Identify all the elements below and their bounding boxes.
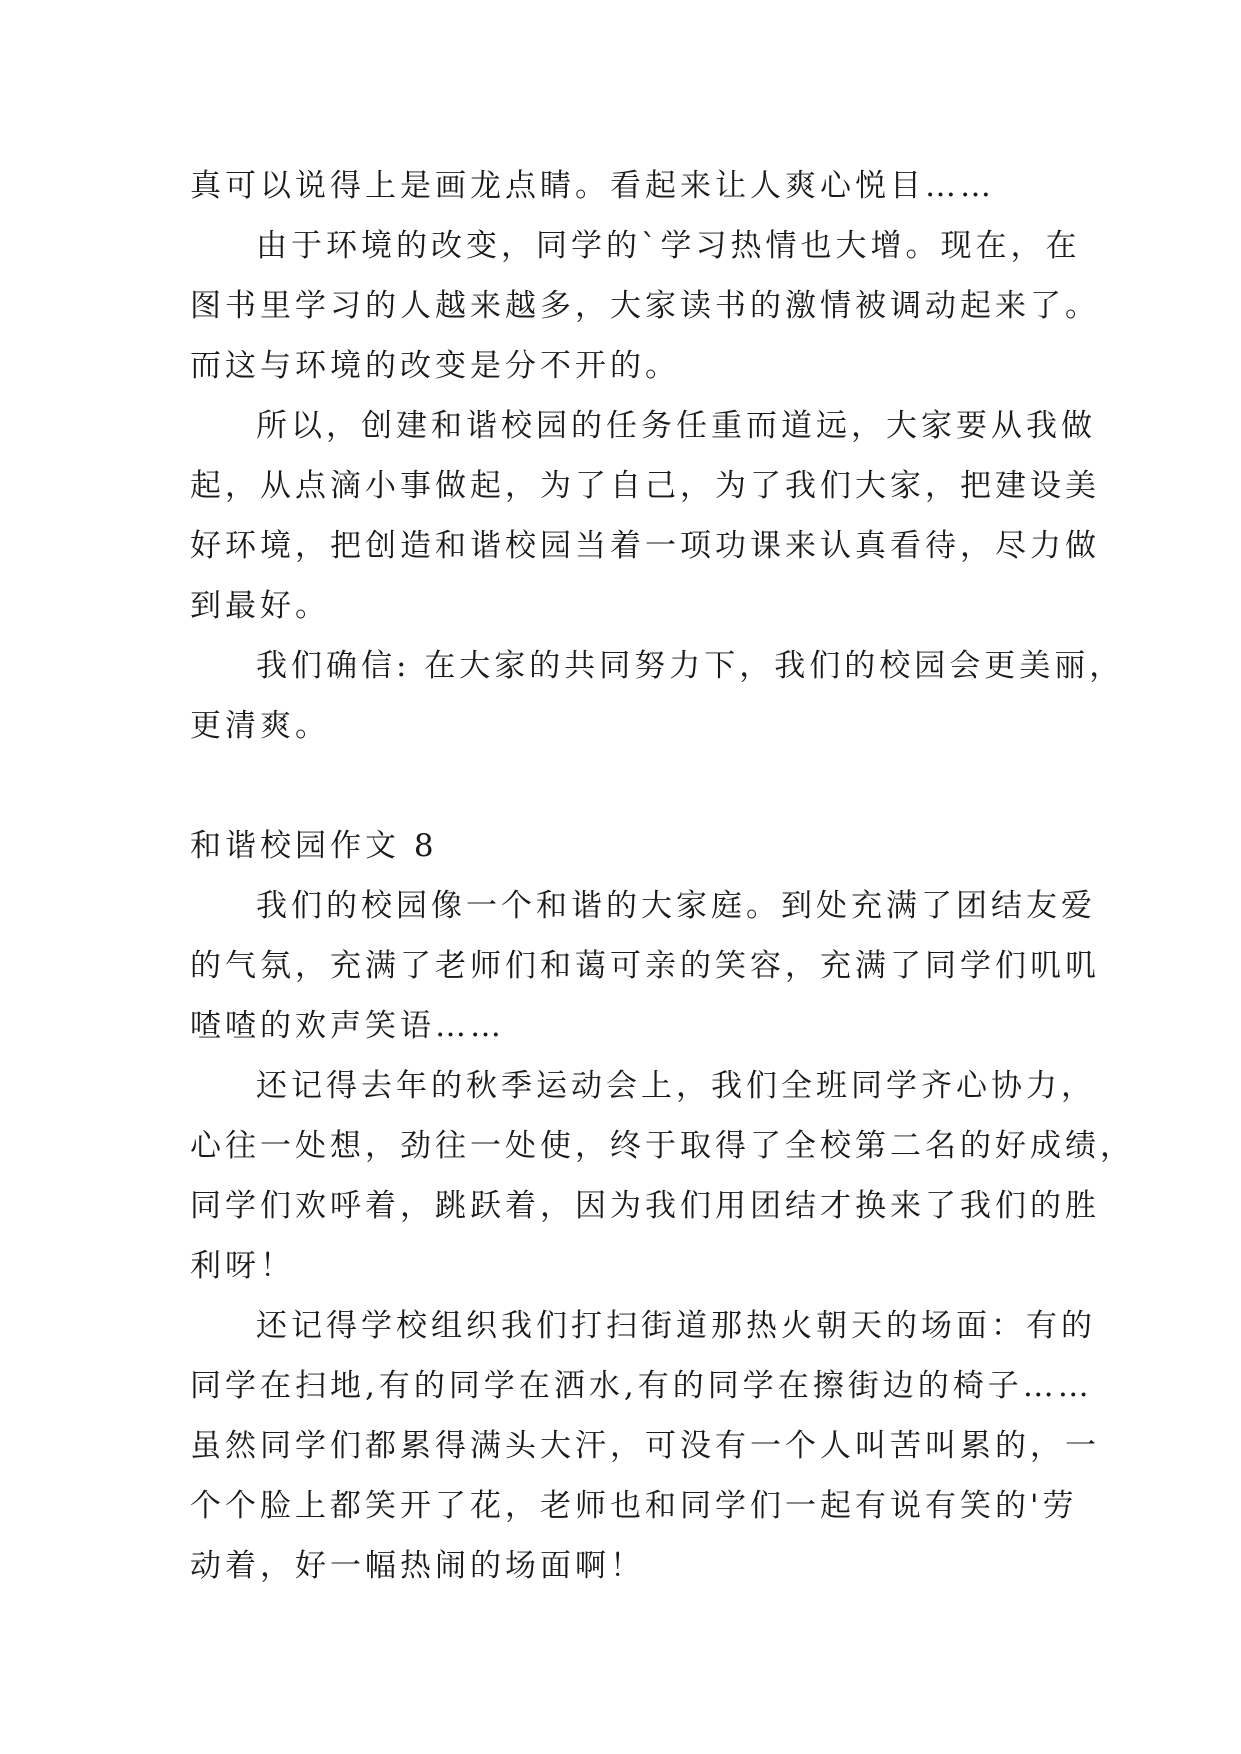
paragraph-first-line: 我们的校园像一个和谐的大家庭。到处充满了团结友爱 bbox=[256, 888, 1096, 924]
paragraph-first-line: 由于环境的改变，同学的`学习热情也大增。现在，在 bbox=[256, 228, 1081, 264]
section-heading: 和谐校园作文 8 bbox=[190, 828, 438, 864]
text-line: 心往一处想，劲往一处使，终于取得了全校第二名的好成绩， bbox=[190, 1128, 1135, 1164]
paragraph-first-line: 所以，创建和谐校园的任务任重而道远，大家要从我做 bbox=[256, 408, 1096, 444]
text-line: 起，从点滴小事做起，为了自己，为了我们大家，把建设美 bbox=[190, 468, 1100, 504]
text-line: 好环境，把创造和谐校园当着一项功课来认真看待，尽力做 bbox=[190, 528, 1100, 564]
text-line: 的气氛，充满了老师们和蔼可亲的笑容，充满了同学们叽叽 bbox=[190, 948, 1100, 984]
text-line: 喳喳的欢声笑语…… bbox=[190, 1008, 505, 1044]
text-line: 同学在扫地,有的同学在洒水,有的同学在擦街边的椅子…… bbox=[190, 1368, 1093, 1404]
document-body bbox=[190, 156, 1135, 1596]
text-line: 动着，好一幅热闹的场面啊！ bbox=[190, 1548, 645, 1584]
paragraph-first-line: 还记得去年的秋季运动会上，我们全班同学齐心协力， bbox=[256, 1068, 1096, 1104]
text-line: 虽然同学们都累得满头大汗，可没有一个人叫苦叫累的，一 bbox=[190, 1428, 1100, 1464]
text-line: 同学们欢呼着，跳跃着，因为我们用团结才换来了我们的胜 bbox=[190, 1188, 1100, 1224]
section-gap bbox=[190, 756, 1070, 816]
text-line: 更清爽。 bbox=[190, 708, 330, 744]
text-line: 真可以说得上是画龙点睛。看起来让人爽心悦目…… bbox=[190, 168, 995, 204]
text-line: 个个脸上都笑开了花，老师也和同学们一起有说有笑的'劳 bbox=[190, 1488, 1078, 1524]
text-line: 图书里学习的人越来越多，大家读书的激情被调动起来了。 bbox=[190, 288, 1100, 324]
text-line: 到最好。 bbox=[190, 588, 330, 624]
paragraph-first-line: 还记得学校组织我们打扫街道那热火朝天的场面：有的 bbox=[256, 1308, 1096, 1344]
text-line: 而这与环境的改变是分不开的。 bbox=[190, 348, 680, 384]
paragraph-first-line: 我们确信: 在大家的共同努力下，我们的校园会更美丽， bbox=[256, 648, 1125, 684]
text-line: 利呀！ bbox=[190, 1248, 295, 1284]
